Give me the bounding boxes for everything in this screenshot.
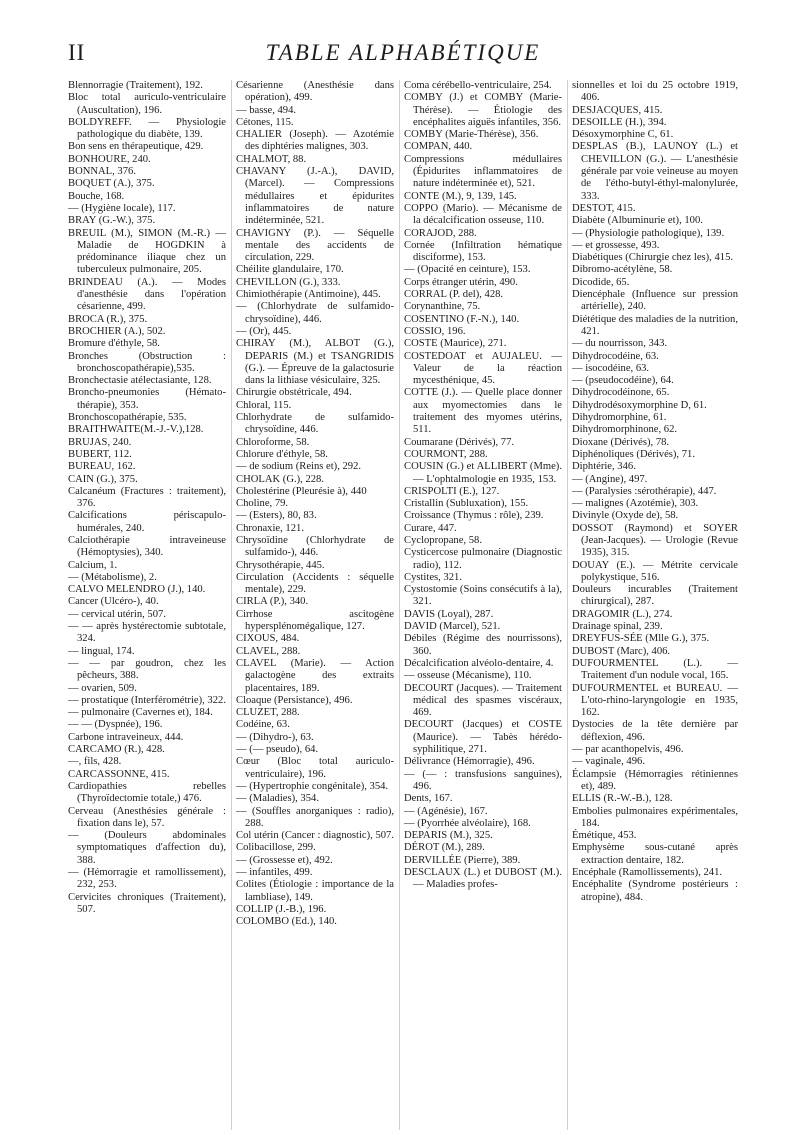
index-entry: CHALIER (Joseph). — Azotémie des diphtéries malignes, 303. [236, 129, 394, 153]
index-entry: Codéine, 63. [236, 719, 290, 731]
index-entry: DAVID (Marcel), 521. [404, 621, 501, 633]
page-title: TABLE ALPHABÉTIQUE [265, 40, 541, 65]
index-entry: Bronchoscopathérapie, 535. [68, 412, 187, 424]
index-entry: Dihydrodésoxymorphine D, 61. [572, 399, 707, 411]
index-entry: Bon sens en thérapeutique, 429. [68, 141, 204, 153]
index-entry: COSENTINO (F.-N.), 140. [404, 313, 520, 325]
index-columns [68, 80, 738, 1130]
index-entry: Encéphale (Ramollissements), 241. [572, 867, 723, 878]
index-entry: DESTOT, 415. [572, 202, 636, 214]
index-entry: CALVO MELENDRO (J.), 140. [68, 584, 206, 596]
index-entry: Curare, 447. [404, 522, 457, 534]
index-entry: COLOMBO (Ed.), 140. [236, 916, 337, 928]
column-divider [567, 80, 568, 1130]
index-entry: COPPO (Mario). — Mécanisme de la décalcification osseuse, 110. [404, 202, 562, 227]
index-entry: — — après hystérectomie subtotale, 324. [68, 621, 226, 645]
index-entry: Dihydrocodéine, 63. [572, 350, 659, 362]
index-entry: — (Hypertrophie congénitale), 354. [236, 780, 389, 792]
index-entry: — de sodium (Reins et), 292. [236, 461, 362, 473]
index-entry: Corps étranger utérin, 490. [404, 276, 518, 288]
index-entry: BUREAU, 162. [68, 461, 136, 473]
index-entry: BUBERT, 112. [68, 448, 132, 460]
index-column-1 [68, 80, 226, 916]
index-entry: CARCAMO (R.), 428. [68, 744, 165, 756]
index-entry: COSTE (Maurice), 271. [404, 338, 507, 350]
index-entry: Embolies pulmonaires expérimentales, 184. [572, 805, 738, 829]
index-entry: COLLIP (J.-B.), 196. [236, 903, 327, 915]
index-entry: Césarienne (Anesthésie dans opération), 499. [236, 80, 394, 104]
index-entry: Dents, 167. [404, 793, 453, 805]
index-entry: Diabète (Albuminurie et), 100. [572, 215, 703, 227]
index-entry: CHOLAK (G.), 228. [236, 473, 324, 485]
index-entry: Coumarane (Dérivés), 77. [404, 436, 515, 448]
index-entry: Chrysoïdine (Chlorhydrate de sulfamido-), 446. [236, 534, 394, 559]
index-entry: Circulation (Accidents : séquelle mentale), 229. [236, 571, 394, 596]
index-entry: — (Maladies), 354. [236, 793, 319, 805]
index-entry: — (pseudocodéine), 64. [572, 375, 674, 387]
index-entry: Bronches (Obstruction : bronchoscopathérapie),535. [68, 350, 226, 374]
index-entry: — (Grossesse et), 492. [236, 854, 333, 866]
index-entry: COSSIO, 196. [404, 325, 466, 337]
index-entry: Dicodide, 65. [572, 276, 630, 288]
index-entry: — (— pseudo), 64. [236, 744, 319, 756]
index-entry: DESOILLE (H.), 394. [572, 116, 667, 128]
index-entry: — prostatique (Interférométrie), 322. [68, 694, 226, 706]
page-header [68, 40, 738, 76]
index-entry: Colibacillose, 299. [236, 842, 316, 854]
index-entry: BROCHIER (A.), 502. [68, 325, 166, 337]
index-entry: Diététique des maladies de la nutrition, 421. [572, 313, 738, 337]
index-entry: DÉROT (M.), 289. [404, 842, 485, 854]
index-entry: DOSSOT (Raymond) et SOYER (Jean-Jacques). — Urologie (Revue 1935), 315. [572, 522, 738, 559]
index-entry: Diphtérie, 346. [572, 461, 636, 473]
index-entry: ELLIS (R.-W.-B.), 128. [572, 793, 673, 805]
index-entry: — (Souffles anorganiques : radio), 288. [236, 805, 394, 829]
column-divider [231, 80, 232, 1130]
index-column-4 [572, 80, 738, 904]
index-entry: Cloaque (Persistance), 496. [236, 694, 353, 706]
index-entry: Cirrhose ascitogène hypersplénomégalique, 127. [236, 608, 394, 633]
index-entry: Chlorure d'éthyle, 58. [236, 448, 328, 460]
index-entry: Désoxymorphine C, 61. [572, 129, 674, 141]
index-entry: — (Angine), 497. [572, 473, 648, 485]
index-entry: DESPLAS (B.), LAUNOY (L.) et CHEVILLON (G.). — L'anesthésie générale par voie veineuse au moyen de l'étho-butyl-éthyl-malonylurée, 333. [572, 141, 738, 202]
index-entry: Calciothérapie intraveineuse (Hémoptysies), 340. [68, 534, 226, 559]
index-entry: — cervical utérin, 507. [68, 608, 166, 620]
index-entry: Broncho-pneumonies (Hématothérapie), 353. [68, 387, 226, 411]
index-entry: Décalcification alvéolo-dentaire, 4. [404, 657, 554, 669]
index-entry: — infantiles, 499. [236, 867, 313, 878]
index-entry: DREYFUS-SÉE (Mlle G.), 375. [572, 633, 710, 645]
index-entry: Calcifications périscapulo-humérales, 240. [68, 510, 226, 534]
index-entry: Délivrance (Hémorragie), 496. [404, 756, 535, 768]
index-entry: BONHOURE, 240. [68, 153, 151, 165]
index-entry: CLUZET, 288. [236, 707, 300, 719]
index-entry: DEPARIS (M.), 325. [404, 830, 493, 842]
index-entry: — (Paralysies :sérothérapie), 447. [572, 485, 717, 497]
index-entry: Bronchectasie atélectasiante, 128. [68, 375, 212, 387]
index-entry: — (Opacité en ceinture), 153. [404, 264, 531, 276]
index-entry: — osseuse (Mécanisme), 110. [404, 670, 532, 682]
index-entry: BRAITHWAITE(M.-J.-V.),128. [68, 424, 204, 436]
index-entry: — par acanthopelvis, 496. [572, 744, 684, 756]
index-entry: — (Hygiène locale), 117. [68, 202, 176, 214]
index-entry: sionnelles et loi du 25 octobre 1919, 406. [572, 80, 738, 104]
index-entry: Dibromo-acétylène, 58. [572, 264, 673, 276]
index-entry: Cétones, 115. [236, 116, 294, 128]
index-entry: Calcium, 1. [68, 559, 118, 571]
index-entry: — (Hémorragie et ramollissement), 232, 253. [68, 867, 226, 891]
index-entry: Dihydromorphine, 61. [572, 412, 667, 424]
index-entry: Cystites, 321. [404, 571, 462, 583]
index-entry: — (Dihydro-), 63. [236, 731, 314, 743]
index-entry: Coma cérébello-ventriculaire, 254. [404, 80, 552, 91]
index-entry: Chirurgie obstétricale, 494. [236, 387, 352, 399]
index-entry: CLAVEL, 288. [236, 645, 301, 657]
index-entry: BREUIL (M.), SIMON (M.-R.) — Maladie de HOGDKIN à prédominance iliaque chez un tuberculeux pulmonaire, 205. [68, 227, 226, 276]
index-entry: DUBOST (Marc), 406. [572, 645, 671, 657]
index-entry: CHEVILLON (G.), 333. [236, 276, 341, 288]
index-entry: Débiles (Régime des nourrissons), 360. [404, 633, 562, 657]
index-entry: Cervicites chroniques (Traitement), 507. [68, 891, 226, 915]
index-entry: Cœur (Bloc total auriculo-ventriculaire), 196. [236, 756, 394, 780]
index-entry: BOLDYREFF. — Physiologie pathologique du diabète, 139. [68, 116, 226, 141]
index-entry: Chronaxie, 121. [236, 522, 304, 534]
index-entry: Cyclopropane, 58. [404, 534, 482, 546]
index-entry: Dihydromorphinone, 62. [572, 424, 678, 436]
index-entry: DESJACQUES, 415. [572, 104, 663, 116]
index-entry: — pulmonaire (Cavernes et), 184. [68, 707, 213, 719]
index-entry: Diencéphale (Influence sur pression artérielle), 240. [572, 289, 738, 313]
index-entry: — lingual, 174. [68, 645, 135, 657]
index-entry: Cerveau (Anesthésies générale : fixation dans le), 57. [68, 805, 226, 829]
index-entry: Dystocies de la tête dernière par déflexion, 496. [572, 719, 738, 743]
index-entry: — (Or), 445. [236, 325, 292, 337]
index-entry: Encéphalite (Syndrome postérieurs : atropine), 484. [572, 879, 738, 903]
index-entry: Corynanthine, 75. [404, 301, 481, 313]
index-entry: BRAY (G.-W.), 375. [68, 215, 156, 227]
index-entry: DECOURT (Jacques). — Traitement médical des spasmes viscéraux, 469. [404, 682, 562, 719]
index-entry: COTTE (J.). — Quelle place donner aux myomectomies dans le traitement des myomes utérins, 511. [404, 387, 562, 436]
index-column-2 [236, 80, 394, 928]
index-entry: Cysticercose pulmonaire (Diagnostic radio), 112. [404, 547, 562, 571]
index-entry: — et grossesse, 493. [572, 239, 660, 251]
index-entry: CORAJOD, 288. [404, 227, 477, 239]
index-entry: — isocodéine, 63. [572, 362, 650, 374]
index-entry: — (Esters), 80, 83. [236, 510, 317, 522]
index-entry: — (— : transfusions sanguines), 496. [404, 768, 562, 792]
index-entry: CIXOUS, 484. [236, 633, 300, 645]
index-entry: DESCLAUX (L.) et DUBOST (M.). — Maladies profes- [404, 867, 562, 891]
index-entry: — (Agénésie), 167. [404, 805, 488, 817]
index-entry: Dioxane (Dérivés), 78. [572, 436, 670, 448]
index-entry: Cholestérine (Pleurésie à), 440 [236, 485, 367, 497]
index-entry: Dihydrocodéinone, 65. [572, 387, 670, 399]
index-entry: — (Douleurs abdominales symptomatiques d'affection du), 388. [68, 830, 226, 866]
column-divider [399, 80, 400, 1130]
index-entry: — basse, 494. [236, 104, 297, 116]
index-entry: Chloral, 115. [236, 399, 292, 411]
index-entry: Croissance (Thymus : rôle), 239. [404, 510, 544, 522]
index-entry: CONTE (M.), 9, 139, 145. [404, 190, 517, 202]
index-entry: Chéilite glandulaire, 170. [236, 264, 344, 276]
index-entry: BOQUET (A.), 375. [68, 178, 155, 190]
index-entry: Diphénoliques (Dérivés), 71. [572, 448, 695, 460]
index-entry: — — (Dyspnée), 196. [68, 719, 163, 731]
index-entry: COURMONT, 288. [404, 448, 488, 460]
index-entry: CARCASSONNE, 415. [68, 768, 170, 780]
index-entry: Cystostomie (Soins consécutifs à la), 321. [404, 584, 562, 608]
index-entry: BRUJAS, 240. [68, 436, 132, 448]
index-entry: Émétique, 453. [572, 830, 637, 842]
index-entry: COSTEDOAT et AUJALEU. — Valeur de la réaction mycesthénique, 45. [404, 350, 562, 387]
index-entry: Chloroforme, 58. [236, 436, 310, 448]
index-entry: Chlorhydrate de sulfamido-chrysoïdine, 446. [236, 412, 394, 436]
index-entry: Blennorragie (Traitement), 192. [68, 80, 203, 91]
index-entry: DUFOURMENTEL (L.). — Traitement d'un nodule vocal, 165. [572, 657, 738, 682]
index-entry: — (Chlorhydrate de sulfamido-chrysoïdine), 446. [236, 301, 394, 325]
index-entry: Bromure d'éthyle, 58. [68, 338, 160, 350]
index-entry: COMPAN, 440. [404, 141, 473, 153]
index-entry: CIRLA (P.), 340. [236, 596, 309, 608]
index-entry: COMBY (Marie-Thérèse), 356. [404, 129, 539, 141]
index-entry: Cristallin (Subluxation), 155. [404, 498, 529, 510]
index-entry: Bloc total auriculo-ventriculaire (Auscultation), 196. [68, 92, 226, 116]
index-entry: COUSIN (G.) et ALLIBERT (Mme). — L'ophtalmologie en 1935, 153. [404, 461, 562, 485]
index-entry: —, fils, 428. [68, 756, 122, 768]
index-entry: Calcanéum (Fractures : traitement), 376. [68, 485, 226, 510]
index-entry: Col utérin (Cancer : diagnostic), 507. [236, 830, 394, 842]
index-entry: Bouche, 168. [68, 190, 125, 202]
index-entry: — (Pyorrhée alvéolaire), 168. [404, 817, 531, 829]
index-entry: COMBY (J.) et COMBY (Marie-Thérèse). — Étiologie des encéphalites aiguës infantiles, 356. [404, 92, 562, 128]
index-entry: — du nourrisson, 343. [572, 338, 668, 350]
index-entry: CHAVANY (J.-A.), DAVID, (Marcel). — Compressions médullaires et épidurites inflammatoires de nature indéterminée, 521. [236, 166, 394, 227]
index-entry: DECOURT (Jacques) et COSTE (Maurice). — Tabès hérédo-syphilitique, 271. [404, 719, 562, 756]
index-entry: CLAVEL (Marie). — Action galactogène des extraits placentaires, 189. [236, 657, 394, 694]
index-entry: DERVILLÉE (Pierre), 389. [404, 854, 521, 866]
index-entry: — malignes (Azotémie), 303. [572, 498, 699, 510]
index-entry: — vaginale, 496. [572, 756, 645, 768]
index-entry: — — par goudron, chez les pêcheurs, 388. [68, 657, 226, 682]
index-entry: Diabétiques (Chirurgie chez les), 415. [572, 252, 734, 264]
index-entry: CAIN (G.), 375. [68, 473, 138, 485]
index-entry: — (Métabolisme), 2. [68, 571, 157, 583]
index-entry: Colites (Étiologie : importance de la lambliase), 149. [236, 879, 394, 903]
index-entry: DAVIS (Loyal), 287. [404, 608, 494, 620]
index-entry: BROCA (R.), 375. [68, 313, 148, 325]
index-entry: DRAGOMIR (L.), 274. [572, 608, 673, 620]
index-entry: Compressions médullaires (Épidurites inflammatoires de nature indéterminée et), 521. [404, 153, 562, 190]
index-entry: — ovarien, 509. [68, 682, 137, 694]
index-entry: BONNAL, 376. [68, 166, 136, 178]
index-entry: Cancer (Ulcéro-), 40. [68, 596, 159, 608]
index-entry: CHAVIGNY (P.). — Séquelle mentale des accidents de circulation, 229. [236, 227, 394, 264]
index-entry: Divinyle (Oxyde de), 58. [572, 510, 679, 522]
index-entry: Carbone intraveineux, 444. [68, 731, 184, 743]
index-entry: DOUAY (E.). — Métrite cervicale polykystique, 516. [572, 559, 738, 583]
index-entry: Cornée (Infiltration hématique disciforme), 153. [404, 239, 562, 264]
index-entry: Douleurs incurables (Traitement chirurgical), 287. [572, 584, 738, 608]
index-entry: Choline, 79. [236, 498, 289, 510]
index-entry: Éclampsie (Hémorragies rétiniennes et), 489. [572, 768, 738, 792]
index-entry: Drainage spinal, 239. [572, 621, 663, 633]
index-entry: CRISPOLTI (E.), 127. [404, 485, 500, 497]
index-entry: BRINDEAU (A.). — Modes d'anesthésie dans l'opération césarienne, 499. [68, 276, 226, 313]
index-entry: — (Physiologie pathologique), 139. [572, 227, 725, 239]
index-entry: CHALMOT, 88. [236, 153, 307, 165]
index-entry: Cardiopathies rebelles (Thyroïdectomie totale,) 476. [68, 780, 226, 805]
index-entry: Chrysothérapie, 445. [236, 559, 325, 571]
index-entry: DUFOURMENTEL et BUREAU. — L'oto-rhino-laryngologie en 1935, 162. [572, 682, 738, 719]
index-entry: CORRAL (P. del), 428. [404, 289, 504, 301]
index-column-3 [404, 80, 562, 892]
page-number: II [68, 40, 86, 65]
index-entry: Emphysème sous-cutané après extraction dentaire, 182. [572, 842, 738, 866]
index-entry: Chimiothérapie (Antimoine), 445. [236, 289, 381, 301]
index-entry: CHIRAY (M.), ALBOT (G.), DEPARIS (M.) et TSANGRIDIS (G.). — Épreuve de la galactosurie dans la lithiase vésiculaire, 325. [236, 338, 394, 387]
